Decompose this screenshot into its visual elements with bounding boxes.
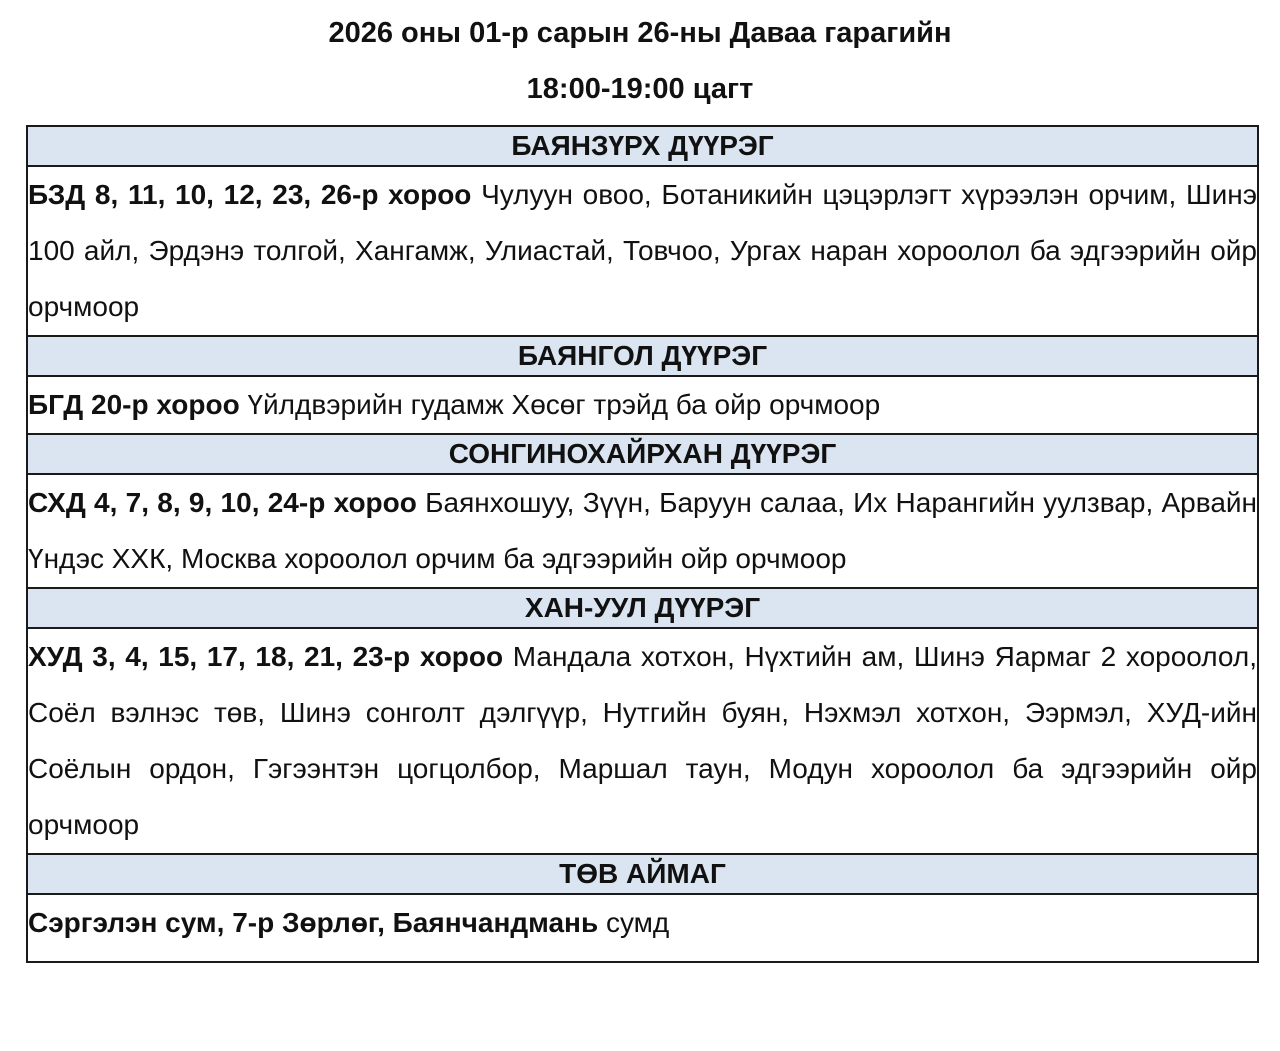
district-header-row xyxy=(27,126,1258,166)
district-name: ХАН-УУЛ ДҮҮРЭГ xyxy=(27,588,1258,628)
district-header-row xyxy=(27,336,1258,376)
district-header-row xyxy=(27,434,1258,474)
khoroo-list: БГД 20-р хороо xyxy=(28,389,240,420)
khoroo-list: Сэргэлэн сум, 7-р Зөрлөг, Баянчандмань xyxy=(28,907,599,938)
area-row xyxy=(27,894,1258,962)
time-range: 18:00-19:00 цагт xyxy=(526,73,754,105)
area-row xyxy=(27,628,1258,854)
area-description: Баянхошуу, Зүүн, Баруун салаа, Их Нарангийн уулзвар, Арвайн Үндэс ХХК, Москва хороолол орчим ба эдгээрийн ойр орчмоор xyxy=(28,487,1257,574)
area-row xyxy=(27,376,1258,434)
area-description: Мандала хотхон, Нүхтийн ам, Шинэ Яармаг 2 хороолол, Соёл вэлнэс төв, Шинэ сонголт дэлгүүр, Нутгийн буян, Нэхмэл хотхон, Ээрмэл, ХУД-ийн Соёлын ордон, Гэгээнтэн цогцолбор, Маршал таун, Модун хороолол ба эдгээрийн ойр орчмоор xyxy=(28,641,1257,840)
area-cell xyxy=(27,894,1258,962)
khoroo-list: ХУД 3, 4, 15, 17, 18, 21, 23-р хороо xyxy=(28,641,504,672)
khoroo-list: СХД 4, 7, 8, 9, 10, 24-р хороо xyxy=(28,487,417,518)
district-header-row xyxy=(27,854,1258,894)
district-name: СОНГИНОХАЙРХАН ДҮҮРЭГ xyxy=(27,434,1258,474)
area-description: Чулуун овоо, Ботаникийн цэцэрлэгт хүрээлэн орчим, Шинэ 100 айл, Эрдэнэ толгой, Хангамж, Улиастай, Товчоо, Ургах наран хороолол ба эдгээрийн ойр орчмоор xyxy=(28,179,1257,322)
district-name: БАЯНГОЛ ДҮҮРЭГ xyxy=(27,336,1258,376)
area-description: сумд xyxy=(598,907,670,938)
area-cell xyxy=(27,628,1258,854)
outage-schedule-table xyxy=(26,125,1259,963)
district-header-row xyxy=(27,588,1258,628)
document-title: 2026 оны 01-р сарын 26-ны Даваа гарагийн xyxy=(328,17,952,49)
area-cell xyxy=(27,376,1258,434)
area-cell xyxy=(27,474,1258,588)
area-row xyxy=(27,474,1258,588)
area-description: Үйлдвэрийн гудамж Хөсөг трэйд ба ойр орчмоор xyxy=(239,389,881,420)
area-row xyxy=(27,166,1258,336)
area-cell xyxy=(27,166,1258,336)
district-name: БАЯНЗҮРХ ДҮҮРЭГ xyxy=(27,126,1258,166)
district-name: ТӨВ АЙМАГ xyxy=(27,854,1258,894)
khoroo-list: БЗД 8, 11, 10, 12, 23, 26-р хороо xyxy=(28,179,472,210)
